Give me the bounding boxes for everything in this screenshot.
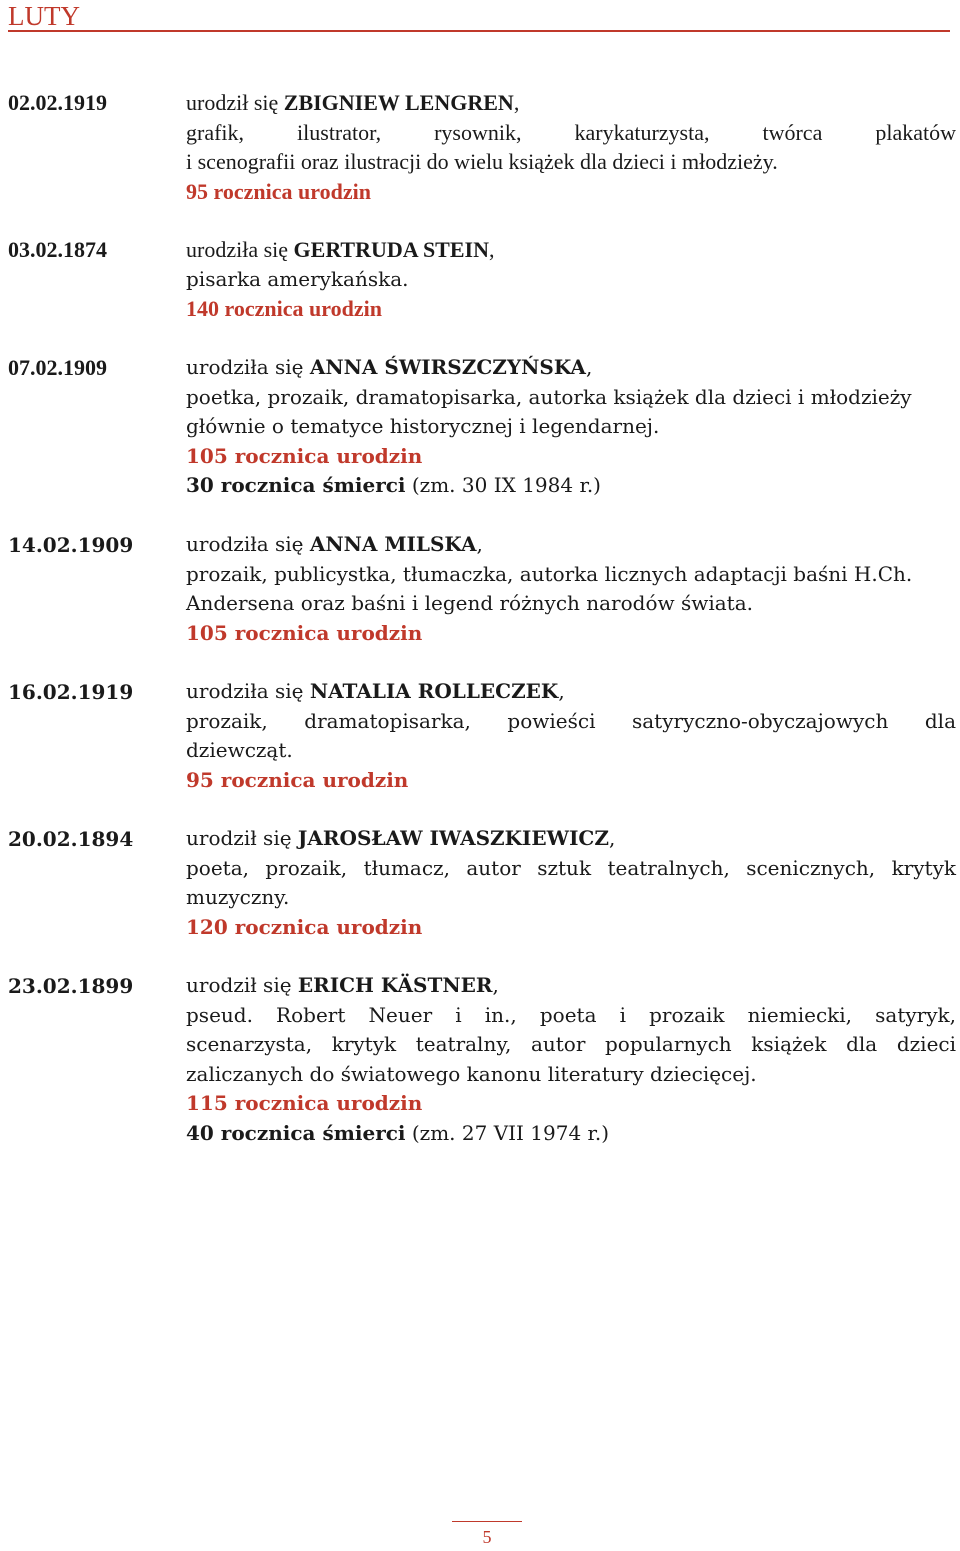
entry-date: 20.02.1894 — [8, 827, 134, 851]
entry-date: 07.02.1909 — [8, 355, 107, 380]
death-note: (zm. 30 IX 1984 r.) — [405, 473, 601, 497]
anniversary — [186, 442, 956, 472]
person-name: ERICH KÄSTNER — [297, 973, 493, 997]
entry-description: prozaik, publicystka, tłumaczka, autorka licznych adaptacji baśni H.Ch. — [186, 561, 913, 586]
person-name: NATALIA ROLLECZEK — [309, 679, 559, 703]
anniversary — [186, 471, 956, 501]
entry-description: poeta, prozaik, tłumacz, autor sztuk teatralnych, scenicznych, krytyk — [186, 855, 956, 880]
entry-heading: urodził się ZBIGNIEW LENGREN, — [186, 90, 520, 115]
entry-description: i scenografii oraz ilustracji do wielu książek dla dzieci i młodzieży. — [186, 149, 778, 174]
anniversary-label: 40 rocznica śmierci — [186, 1120, 406, 1145]
person-name: GERTRUDA STEIN — [293, 237, 489, 262]
entry-body — [186, 235, 956, 324]
person-name: ANNA ŚWIRSZCZYŃSKA — [309, 355, 586, 379]
entry-body — [186, 971, 956, 1148]
entry-description: prozaik, dramatopisarka, powieści satyryczno-obyczajowych dla — [186, 708, 956, 733]
person-name: ZBIGNIEW LENGREN — [283, 90, 514, 115]
anniversary — [186, 177, 956, 207]
entry-heading: urodziła się GERTRUDA STEIN, — [186, 237, 495, 262]
entry-body — [186, 677, 956, 795]
entry-heading: urodził się JAROSŁAW IWASZKIEWICZ, — [186, 826, 616, 850]
entry-description: pisarka amerykańska. — [186, 266, 409, 291]
entry-verb: urodziła się — [186, 679, 304, 703]
entry-heading: urodziła się ANNA ŚWIRSZCZYŃSKA, — [186, 355, 593, 379]
entry-description: Andersena oraz baśni i legend różnych narodów świata. — [186, 591, 754, 615]
anniversary — [186, 913, 956, 943]
entry-date: 03.02.1874 — [8, 237, 107, 262]
page-title: LUTY — [8, 1, 80, 31]
anniversary-label: 95 rocznica urodzin — [186, 178, 371, 204]
entry-description: zaliczanych do światowego kanonu literatury dziecięcej. — [186, 1061, 757, 1086]
person-name: JAROSŁAW IWASZKIEWICZ — [297, 826, 609, 850]
entry-body — [186, 824, 956, 942]
page-header — [8, 0, 950, 32]
entry-description: głównie o tematyce historycznej i legendarnej. — [186, 414, 660, 438]
entry-heading: urodził się ERICH KÄSTNER, — [186, 973, 499, 997]
entry-body — [186, 353, 956, 501]
entry-body — [186, 530, 956, 648]
entry-heading: urodziła się ANNA MILSKA, — [186, 532, 483, 556]
entry-verb: urodziła się — [186, 532, 304, 556]
entry-verb: urodziła się — [186, 237, 289, 262]
entry-description: scenarzysta, krytyk teatralny, autor popularnych książek dla dzieci — [186, 1032, 956, 1056]
entry-description: pseud. Robert Neuer i in., poeta i prozaik niemiecki, satyryk, — [186, 1002, 956, 1027]
anniversary — [186, 766, 956, 796]
entry-verb: urodził się — [186, 90, 279, 115]
anniversary-label: 105 rocznica urodzin — [186, 443, 423, 468]
anniversary — [186, 1119, 956, 1149]
death-note: (zm. 27 VII 1974 r.) — [405, 1120, 610, 1145]
entry-date: 02.02.1919 — [8, 90, 107, 115]
anniversary — [186, 619, 956, 649]
person-name: ANNA MILSKA — [309, 532, 477, 556]
entry-description: poetka, prozaik, dramatopisarka, autorka książek dla dzieci i młodzieży — [186, 384, 912, 409]
entry-body — [186, 88, 956, 206]
entry-date: 23.02.1899 — [8, 974, 134, 998]
footer-rule — [452, 1521, 522, 1522]
anniversary-label: 30 rocznica śmierci — [186, 473, 406, 497]
entry-verb: urodził się — [186, 826, 292, 850]
entry-description: dziewcząt. — [186, 738, 293, 762]
anniversary-label: 95 rocznica urodzin — [186, 767, 409, 792]
anniversary-label: 105 rocznica urodzin — [186, 620, 423, 645]
anniversary — [186, 1089, 956, 1119]
anniversary-label: 140 rocznica urodzin — [186, 296, 382, 321]
entry-verb: urodził się — [186, 973, 292, 997]
anniversary — [186, 294, 956, 324]
entry-description: grafik, ilustrator, rysownik, karykaturzysta, twórca plakatów — [186, 119, 956, 145]
entry-date: 14.02.1909 — [8, 533, 134, 557]
entry-date: 16.02.1919 — [8, 680, 134, 704]
entry-heading: urodziła się NATALIA ROLLECZEK, — [186, 679, 565, 703]
page-number: 5 — [482, 1527, 492, 1547]
entry-verb: urodziła się — [186, 355, 304, 379]
anniversary-label: 120 rocznica urodzin — [186, 914, 423, 939]
anniversary-label: 115 rocznica urodzin — [186, 1091, 423, 1115]
entry-description: muzyczny. — [186, 885, 290, 909]
